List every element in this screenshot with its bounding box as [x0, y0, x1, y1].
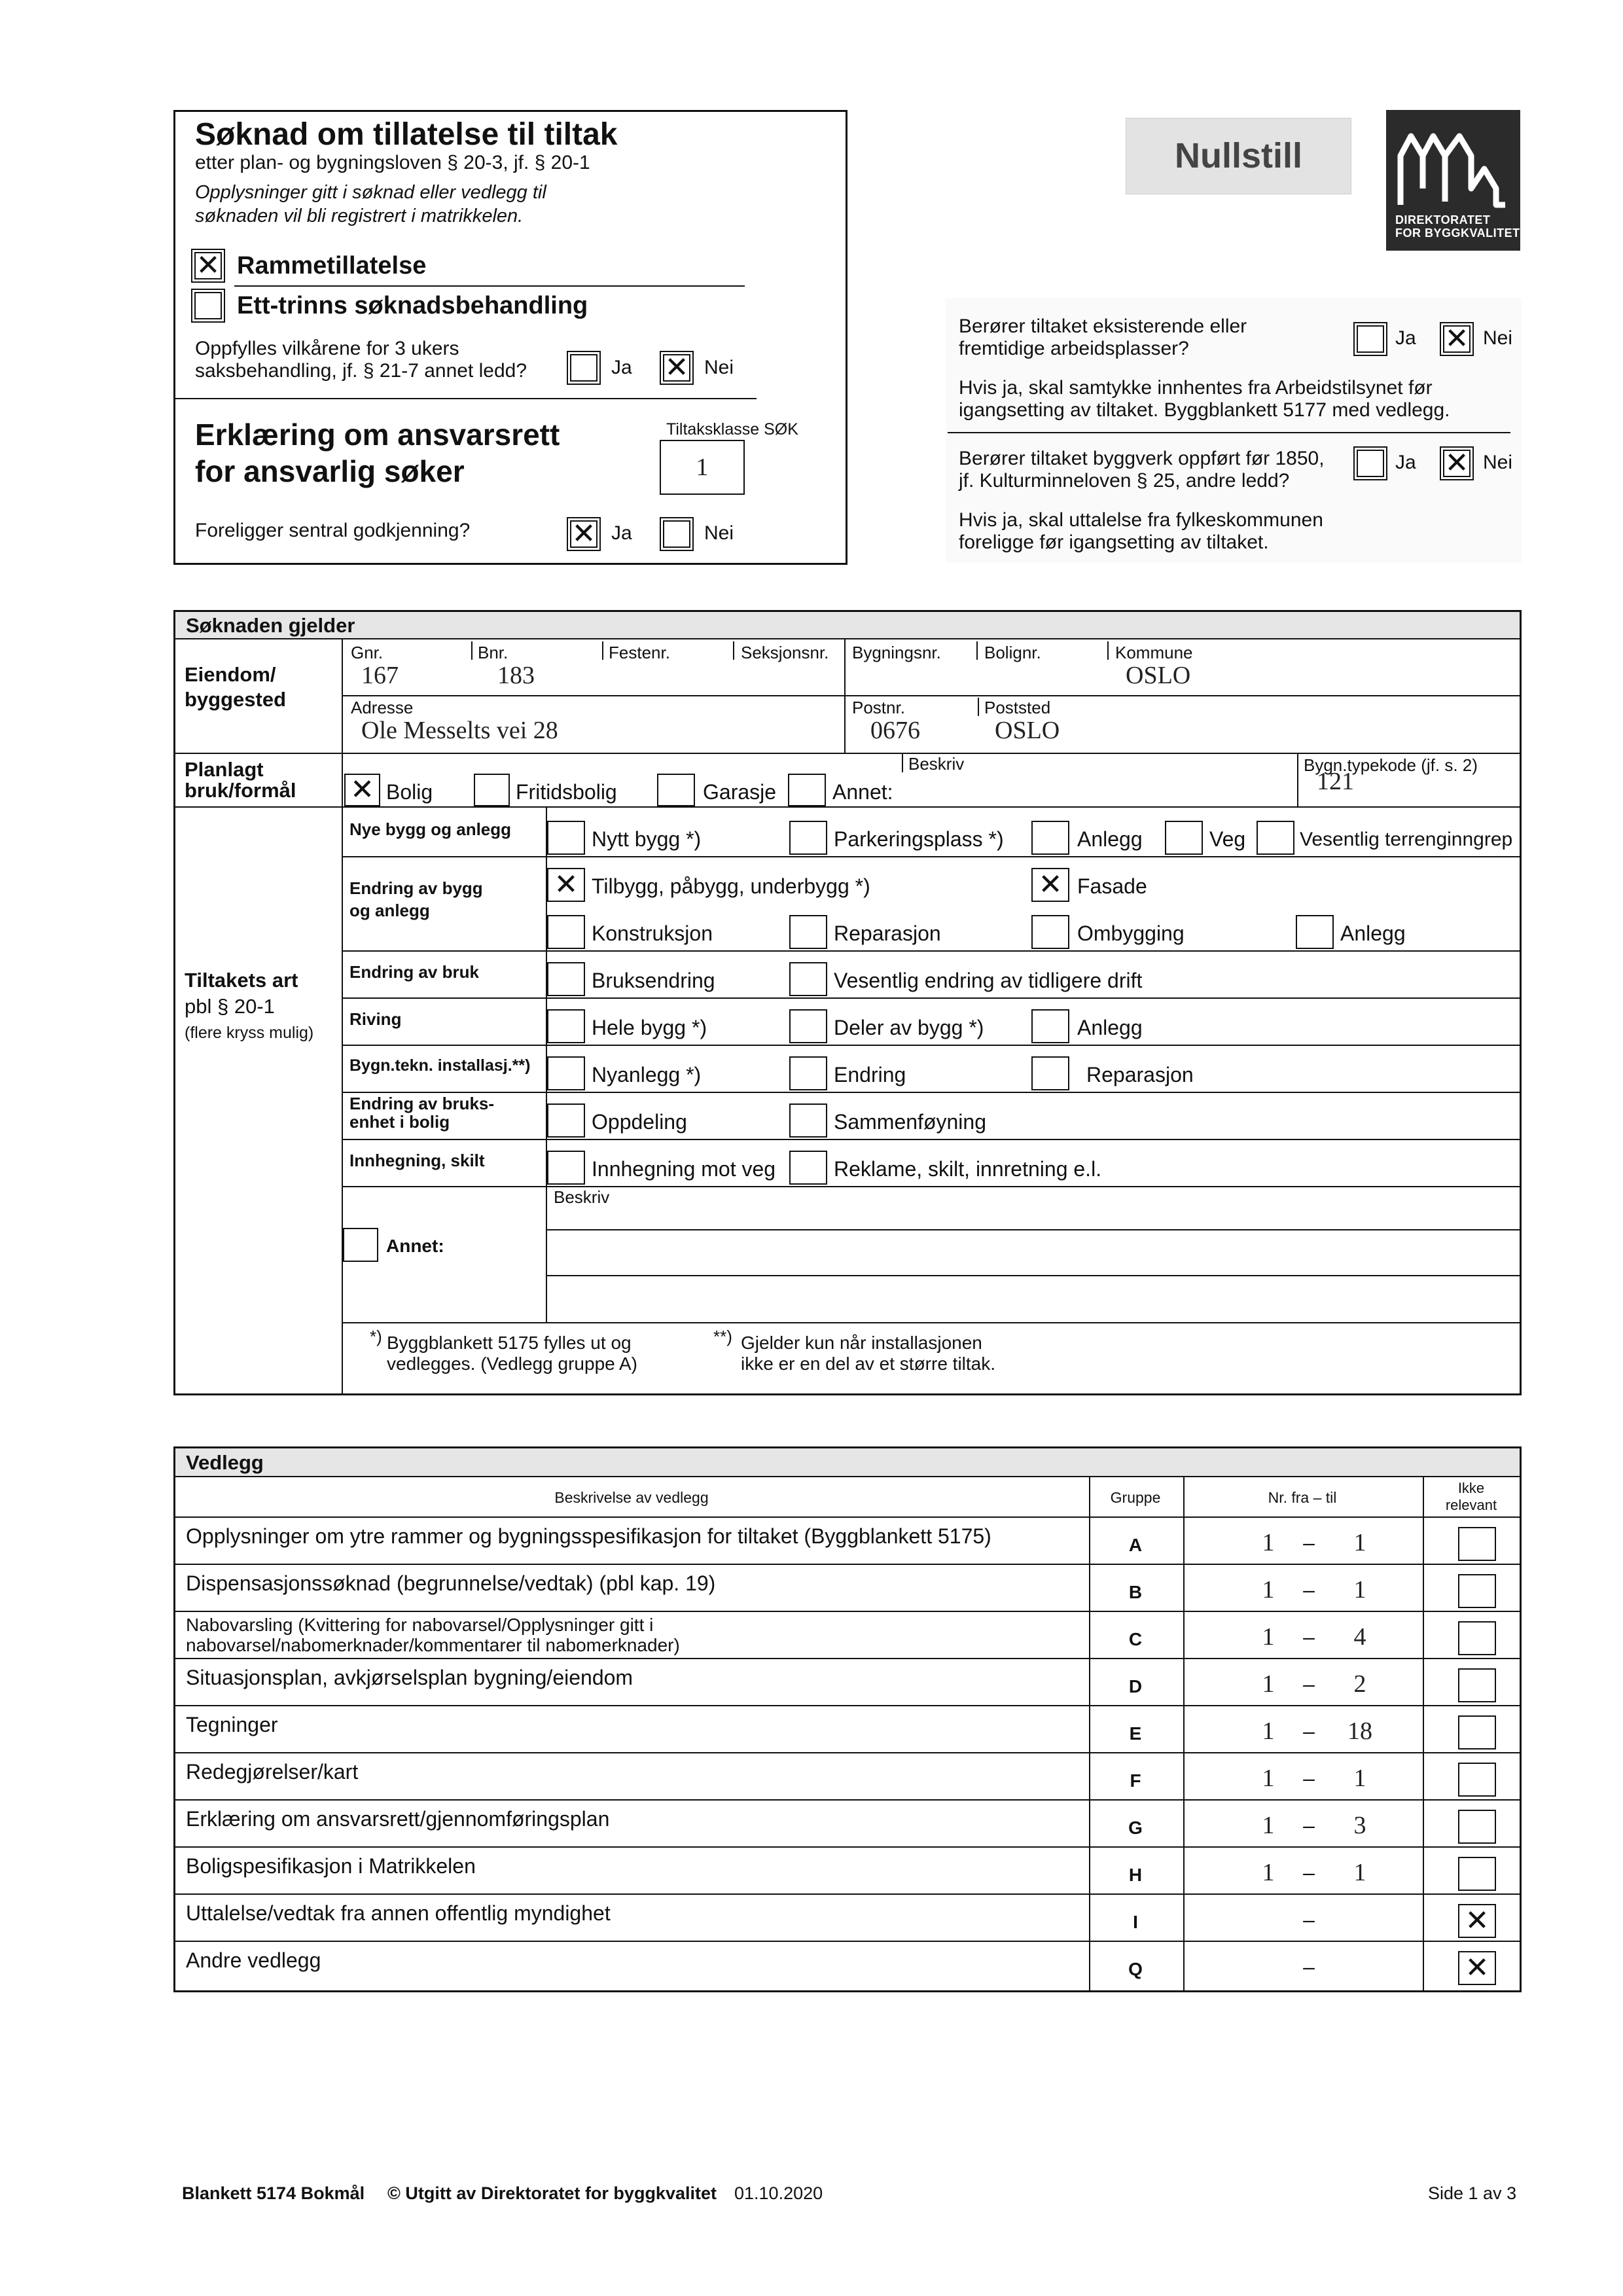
fritidsbolig-label: Fritidsbolig	[516, 780, 617, 804]
vedlegg-to-field[interactable]: 3	[1353, 1812, 1366, 1839]
divider	[844, 639, 846, 754]
bnr-field[interactable]: 183	[497, 662, 535, 689]
nei-label: Nei	[1483, 327, 1513, 349]
tiltaksklasse-label: Tiltaksklasse SØK	[666, 420, 798, 439]
poststed-field[interactable]: OSLO	[995, 717, 1060, 744]
note-line: Opplysninger gitt i søknad eller vedlegg til	[195, 182, 546, 203]
bruksendring-checkbox[interactable]	[547, 962, 585, 996]
label-line: (flere kryss mulig)	[185, 1024, 314, 1042]
kulturminne-ja-checkbox[interactable]	[1353, 446, 1387, 480]
bnr-label: Bnr.	[478, 643, 508, 662]
question-line: Berører tiltaket byggverk oppført før 1850,	[959, 448, 1325, 469]
vesentlig-endring-label: Vesentlig endring av tidligere drift	[834, 969, 1143, 992]
ja-label: Ja	[1395, 452, 1416, 473]
divider	[175, 398, 757, 399]
tiltaksklasse-field[interactable]: 1	[660, 440, 745, 495]
annet-tiltak-label: Annet:	[386, 1236, 444, 1256]
footnote-2	[713, 1327, 996, 1374]
form-title: Søknad om tillatelse til tiltak	[195, 117, 618, 152]
vedlegg-group: B	[1128, 1582, 1143, 1602]
vedlegg-from-field[interactable]: 1	[1262, 1859, 1275, 1886]
logo-text	[1395, 213, 1520, 240]
note-line: søknaden vil bli registrert i matrikkelen.	[195, 206, 524, 226]
ombygging-label: Ombygging	[1077, 922, 1185, 945]
sammenfoyning-label: Sammenføyning	[834, 1110, 986, 1134]
planlagt-label	[185, 759, 296, 801]
ikke-relevant-checkbox[interactable]	[1458, 1574, 1496, 1608]
oppdeling-checkbox[interactable]	[547, 1103, 585, 1138]
arbeidsplasser-ja-checkbox[interactable]	[1353, 322, 1387, 356]
question-line: fremtidige arbeidsplasser?	[959, 338, 1189, 359]
label-line: pbl § 20-1	[185, 995, 275, 1018]
anlegg-riving-checkbox[interactable]	[1031, 1009, 1069, 1043]
divider	[733, 641, 734, 660]
label-line: enhet i bolig	[349, 1112, 450, 1132]
anlegg-riving-label: Anlegg	[1077, 1016, 1143, 1039]
fasade-checkbox[interactable]: ✕	[1031, 868, 1069, 902]
info-line: igangsetting av tiltaket. Byggblankett 5177 med vedlegg.	[959, 399, 1450, 421]
annet-bruk-checkbox[interactable]	[788, 774, 826, 806]
postnr-label: Postnr.	[852, 698, 905, 717]
divider	[602, 641, 603, 660]
ikke-relevant-checkbox[interactable]: ✕	[1458, 1904, 1496, 1938]
endring-bruk-label: Endring av bruk	[349, 962, 479, 982]
gnr-label: Gnr.	[351, 643, 383, 662]
divider	[343, 950, 1520, 952]
ikke-relevant-checkbox[interactable]	[1458, 1763, 1496, 1797]
label-line: Endring av bruks-	[349, 1094, 495, 1113]
annet-tiltak-checkbox[interactable]	[343, 1228, 378, 1262]
col-beskrivelse: Beskrivelse av vedlegg	[554, 1489, 709, 1506]
bolignr-label: Bolignr.	[984, 643, 1041, 662]
bruksendring-label: Bruksendring	[592, 969, 715, 992]
nye-bygg-label: Nye bygg og anlegg	[349, 819, 512, 839]
col-gruppe: Gruppe	[1110, 1489, 1161, 1506]
annet-beskriv-input[interactable]	[548, 1230, 1517, 1274]
bolig-label: Bolig	[386, 780, 433, 804]
parkeringsplass-checkbox[interactable]	[789, 821, 827, 855]
vedlegg-description: Dispensasjonssøknad (begrunnelse/vedtak) (pbl kap. 19)	[186, 1571, 716, 1595]
erklaering-heading	[195, 416, 560, 490]
vedlegg-from-field[interactable]: 1	[1262, 1765, 1275, 1792]
poststed-label: Poststed	[984, 698, 1051, 717]
parkeringsplass-label: Parkeringsplass *)	[834, 827, 1004, 851]
question-line: jf. Kulturminneloven § 25, andre ledd?	[959, 470, 1290, 492]
vedlegg-row	[175, 1942, 1520, 1989]
ikke-relevant-checkbox[interactable]: ✕	[1458, 1951, 1496, 1985]
ja-label: Ja	[611, 357, 632, 378]
terrenginngrep-label: Vesentlig terrenginngrep	[1300, 829, 1513, 850]
reklame-checkbox[interactable]	[789, 1151, 827, 1185]
divider	[976, 641, 978, 660]
kommune-label: Kommune	[1115, 643, 1193, 662]
info-line: Hvis ja, skal samtykke innhentes fra Arbeidstilsynet før	[959, 377, 1433, 399]
divider	[948, 432, 1510, 433]
reklame-label: Reklame, skilt, innretning e.l.	[834, 1157, 1102, 1181]
postnr-field[interactable]: 0676	[870, 717, 920, 744]
typekode-field[interactable]: 121	[1317, 768, 1354, 795]
vedlegg-description: Uttalelse/vedtak fra annen offentlig myndighet	[186, 1901, 611, 1925]
col-ikke-relevant	[1423, 1480, 1520, 1514]
vedlegg-range-dash: –	[1303, 1531, 1315, 1554]
vedlegg-row	[175, 1518, 1520, 1565]
veg-label: Veg	[1209, 827, 1246, 851]
anlegg-nye-label: Anlegg	[1077, 827, 1143, 851]
vedlegg-row	[175, 1612, 1520, 1659]
vedlegg-range-dash: –	[1303, 1814, 1315, 1837]
ombygging-checkbox[interactable]	[1031, 915, 1069, 949]
vedlegg-range-dash: –	[1303, 1625, 1315, 1649]
footnote-line: Gjelder kun når installasjonen	[741, 1333, 982, 1353]
rammetillatelse-checkbox[interactable]: ✕	[191, 249, 225, 283]
hele-bygg-checkbox[interactable]	[547, 1009, 585, 1043]
riving-label: Riving	[349, 1009, 402, 1029]
divider	[471, 641, 473, 660]
ett-trinns-label: Ett-trinns søknadsbehandling	[237, 292, 588, 319]
vedlegg-range-dash: –	[1303, 1578, 1315, 1602]
sentral-question: Foreligger sentral godkjenning?	[195, 520, 471, 541]
vedlegg-to-field[interactable]: 2	[1353, 1670, 1366, 1698]
label-line: byggested	[185, 688, 287, 711]
typekode-label: Bygn.typekode (jf. s. 2)	[1304, 755, 1478, 775]
sentral-ja-checkbox[interactable]: ✕	[567, 517, 601, 551]
nei-label: Nei	[1483, 452, 1513, 473]
nyanlegg-label: Nyanlegg *)	[592, 1063, 702, 1086]
divider	[1297, 754, 1298, 808]
vedlegg-row	[175, 1753, 1520, 1801]
tiltak-label	[185, 967, 313, 1046]
nytt-bygg-checkbox[interactable]	[547, 821, 585, 855]
divider	[234, 285, 745, 287]
vilkar-ja-checkbox[interactable]	[567, 351, 601, 385]
vedlegg-to-field[interactable]: 1	[1353, 1529, 1366, 1556]
vedlegg-row	[175, 1659, 1520, 1706]
konstruksjon-checkbox[interactable]	[547, 915, 585, 949]
bygn-tekn-label: Bygn.tekn. installasj.**)	[349, 1056, 531, 1075]
divider	[343, 1045, 1520, 1046]
innhegning-checkbox[interactable]	[547, 1151, 585, 1185]
form-subtitle: etter plan- og bygningsloven § 20-3, jf. § 20-1	[195, 152, 590, 173]
nyanlegg-checkbox[interactable]	[547, 1056, 585, 1090]
label-line: Planlagt	[185, 758, 264, 781]
divider	[343, 695, 1520, 696]
vedlegg-to-field[interactable]: 18	[1347, 1717, 1372, 1745]
col-nr: Nr. fra – til	[1268, 1489, 1337, 1506]
bygningsnr-label: Bygningsnr.	[852, 643, 941, 662]
reparasjon-checkbox[interactable]	[789, 915, 827, 949]
nei-label: Nei	[704, 522, 734, 544]
vedlegg-range-dash: –	[1303, 1767, 1315, 1790]
vedlegg-group: A	[1128, 1535, 1143, 1555]
anlegg-endring-checkbox[interactable]	[1296, 915, 1334, 949]
vedlegg-group: C	[1128, 1629, 1143, 1649]
footnote-line: ikke er en del av et større tiltak.	[741, 1354, 996, 1374]
vedlegg-description: Opplysninger om ytre rammer og bygningsspesifikasjon for tiltaket (Byggblankett 5175)	[186, 1524, 991, 1548]
vedlegg-to-field[interactable]: 1	[1353, 1859, 1366, 1886]
vedlegg-from-field[interactable]: 1	[1262, 1529, 1275, 1556]
footer-form-id: Blankett 5174 Bokmål	[182, 2183, 365, 2203]
reparasjon-label: Reparasjon	[834, 922, 941, 945]
vedlegg-heading: Vedlegg	[175, 1448, 1520, 1477]
info-line: Hvis ja, skal uttalelse fra fylkeskommunen	[959, 509, 1323, 531]
beskriv-annet-label: Beskriv	[554, 1187, 610, 1207]
vedlegg-to-field[interactable]: 1	[1353, 1765, 1366, 1792]
divider	[1107, 641, 1109, 660]
bruksenhet-label	[349, 1094, 494, 1131]
vedlegg-row	[175, 1848, 1520, 1895]
footnote-line: vedlegges. (Vedlegg gruppe A)	[387, 1354, 637, 1374]
sentral-nei-checkbox[interactable]	[660, 517, 694, 551]
info-line: foreligge før igangsetting av tiltaket.	[959, 531, 1269, 553]
vedlegg-range-dash: –	[1303, 1861, 1315, 1884]
reparasjon-tekn-checkbox[interactable]	[1031, 1056, 1069, 1090]
vedlegg-range-dash: –	[1303, 1719, 1315, 1743]
endring-tekn-checkbox[interactable]	[789, 1056, 827, 1090]
deler-bygg-label: Deler av bygg *)	[834, 1016, 984, 1039]
ikke-relevant-checkbox[interactable]	[1458, 1527, 1496, 1561]
vilkar-question	[195, 338, 527, 382]
adresse-label: Adresse	[351, 698, 414, 717]
ikke-relevant-checkbox[interactable]	[1458, 1810, 1496, 1844]
vedlegg-group: I	[1133, 1912, 1138, 1932]
fasade-label: Fasade	[1077, 874, 1147, 898]
divider	[343, 856, 1520, 857]
vedlegg-range-dash: –	[1303, 1955, 1315, 1979]
deler-bygg-checkbox[interactable]	[789, 1009, 827, 1043]
vedlegg-range-dash: –	[1303, 1672, 1315, 1696]
footnote-marker: *)	[370, 1327, 382, 1346]
innhegning-label: Innhegning, skilt	[349, 1151, 485, 1170]
label-line: Endring av bygg	[349, 878, 483, 898]
vedlegg-group: D	[1128, 1676, 1143, 1696]
footer-date: 01.10.2020	[734, 2183, 823, 2203]
question-line: Oppfylles vilkårene for 3 ukers	[195, 338, 459, 359]
divider	[343, 1322, 1520, 1323]
kulturminne-question	[959, 448, 1325, 492]
question-line: Berører tiltaket eksisterende eller	[959, 315, 1247, 337]
ja-label: Ja	[1395, 327, 1416, 349]
annet-bruk-label: Annet:	[832, 780, 893, 804]
vedlegg-group: Q	[1128, 1959, 1143, 1979]
divider	[343, 1186, 1520, 1187]
anlegg-nye-checkbox[interactable]	[1031, 821, 1069, 855]
ett-trinns-checkbox[interactable]	[191, 289, 225, 323]
vilkar-nei-checkbox[interactable]: ✕	[660, 351, 694, 385]
footer-page: Side 1 av 3	[1428, 2183, 1517, 2203]
footer-publisher: © Utgitt av Direktoratet for byggkvalitet	[387, 2183, 717, 2203]
vedlegg-row	[175, 1801, 1520, 1848]
seksjonsnr-label: Seksjonsnr.	[741, 643, 829, 662]
soknad-heading: Søknaden gjelder	[175, 612, 1520, 639]
hele-bygg-label: Hele bygg *)	[592, 1016, 707, 1039]
vedlegg-row	[175, 1565, 1520, 1612]
vedlegg-description: Situasjonsplan, avkjørselsplan bygning/eiendom	[186, 1666, 633, 1689]
logo-line: FOR BYGGKVALITET	[1395, 226, 1520, 240]
oppdeling-label: Oppdeling	[592, 1110, 687, 1134]
ikke-relevant-checkbox[interactable]	[1458, 1715, 1496, 1749]
vedlegg-to-field[interactable]: 4	[1353, 1623, 1366, 1651]
festenr-label: Festenr.	[609, 643, 670, 662]
label-line: Eiendom/	[185, 663, 276, 686]
sammenfoyning-checkbox[interactable]	[789, 1103, 827, 1138]
vedlegg-header-row	[175, 1477, 1520, 1518]
vedlegg-description: Nabovarsling (Kvittering for nabovarsel/Opplysninger gitt i nabovarsel/nabomerknader/kommentarer til nabomerknader)	[186, 1615, 680, 1655]
bolig-checkbox[interactable]: ✕	[344, 774, 380, 806]
nullstill-button[interactable]: Nullstill	[1126, 118, 1351, 194]
vedlegg-group: H	[1128, 1865, 1143, 1885]
vedlegg-from-field[interactable]: 1	[1262, 1717, 1275, 1745]
vedlegg-from-field[interactable]: 1	[1262, 1623, 1275, 1651]
reparasjon-tekn-label: Reparasjon	[1086, 1063, 1194, 1086]
vedlegg-description: Redegjørelser/kart	[186, 1760, 359, 1784]
divider	[343, 997, 1520, 999]
vedlegg-description: Boligspesifikasjon i Matrikkelen	[186, 1854, 476, 1878]
divider	[547, 1275, 1520, 1276]
label-line: Tiltakets art	[185, 969, 298, 992]
vedlegg-to-field[interactable]: 1	[1353, 1576, 1366, 1604]
adresse-field[interactable]: Ole Messelts vei 28	[361, 717, 558, 744]
vedlegg-from-field[interactable]: 1	[1262, 1812, 1275, 1839]
label-line: bruk/formål	[185, 779, 296, 802]
vedlegg-from-field[interactable]: 1	[1262, 1670, 1275, 1698]
vedlegg-row	[175, 1706, 1520, 1753]
vedlegg-row	[175, 1895, 1520, 1942]
header-line: relevant	[1445, 1497, 1497, 1513]
gnr-field[interactable]: 167	[361, 662, 399, 689]
vesentlig-endring-checkbox[interactable]	[789, 962, 827, 996]
vedlegg-description: Andre vedlegg	[186, 1948, 321, 1972]
vedlegg-from-field[interactable]: 1	[1262, 1576, 1275, 1604]
nytt-bygg-label: Nytt bygg *)	[592, 827, 702, 851]
konstruksjon-label: Konstruksjon	[592, 922, 713, 945]
heading-line: Erklæring om ansvarsrett	[195, 418, 560, 452]
divider	[343, 1092, 1520, 1093]
ikke-relevant-checkbox[interactable]	[1458, 1668, 1496, 1702]
beskriv-label: Beskriv	[902, 754, 964, 772]
garasje-checkbox[interactable]	[657, 774, 695, 806]
tilbygg-label: Tilbygg, påbygg, underbygg *)	[592, 874, 870, 898]
registration-note	[195, 181, 546, 228]
footnote-1	[370, 1327, 637, 1374]
vedlegg-group: E	[1129, 1723, 1142, 1744]
endring-bygg-label	[349, 877, 483, 922]
vedlegg-group: F	[1130, 1770, 1141, 1791]
fritidsbolig-checkbox[interactable]	[474, 774, 510, 806]
nei-label: Nei	[704, 357, 734, 378]
terrenginngrep-checkbox[interactable]	[1257, 821, 1294, 855]
vedlegg-description: Erklæring om ansvarsrett/gjennomføringsplan	[186, 1807, 610, 1831]
heading-line: for ansvarlig søker	[195, 454, 465, 488]
rammetillatelse-label: Rammetillatelse	[237, 252, 427, 279]
arbeidsplasser-info	[959, 377, 1450, 422]
vedlegg-description: Tegninger	[186, 1713, 278, 1736]
label-line: og anlegg	[349, 901, 430, 920]
divider	[978, 698, 979, 716]
ja-label: Ja	[611, 522, 632, 544]
divider	[175, 753, 1520, 754]
kommune-field[interactable]: OSLO	[1126, 662, 1191, 689]
innhegning-mot-veg-label: Innhegning mot veg	[592, 1157, 776, 1181]
kulturminne-nei-checkbox[interactable]: ✕	[1440, 446, 1474, 480]
arbeidsplasser-question	[959, 315, 1247, 360]
vedlegg-group: G	[1128, 1818, 1143, 1838]
eiendom-label	[185, 662, 286, 712]
dibk-logo	[1386, 110, 1520, 251]
anlegg-endring-label: Anlegg	[1340, 922, 1406, 945]
logo-line: DIREKTORATET	[1395, 213, 1491, 226]
vedlegg-range-dash: –	[1303, 1908, 1315, 1931]
ikke-relevant-checkbox[interactable]	[1458, 1857, 1496, 1891]
kulturminne-info	[959, 509, 1323, 554]
endring-tekn-label: Endring	[834, 1063, 906, 1086]
question-line: saksbehandling, jf. § 21-7 annet ledd?	[195, 360, 527, 382]
footnote-marker: **)	[713, 1327, 732, 1346]
arbeidsplasser-nei-checkbox[interactable]: ✕	[1440, 322, 1474, 356]
divider	[175, 806, 1520, 808]
tilbygg-checkbox[interactable]: ✕	[547, 868, 585, 902]
divider	[343, 1139, 1520, 1140]
garasje-label: Garasje	[703, 780, 777, 804]
footnote-line: Byggblankett 5175 fylles ut og	[387, 1333, 632, 1353]
ikke-relevant-checkbox[interactable]	[1458, 1621, 1496, 1655]
header-line: Ikke	[1457, 1480, 1485, 1496]
veg-checkbox[interactable]	[1165, 821, 1203, 855]
